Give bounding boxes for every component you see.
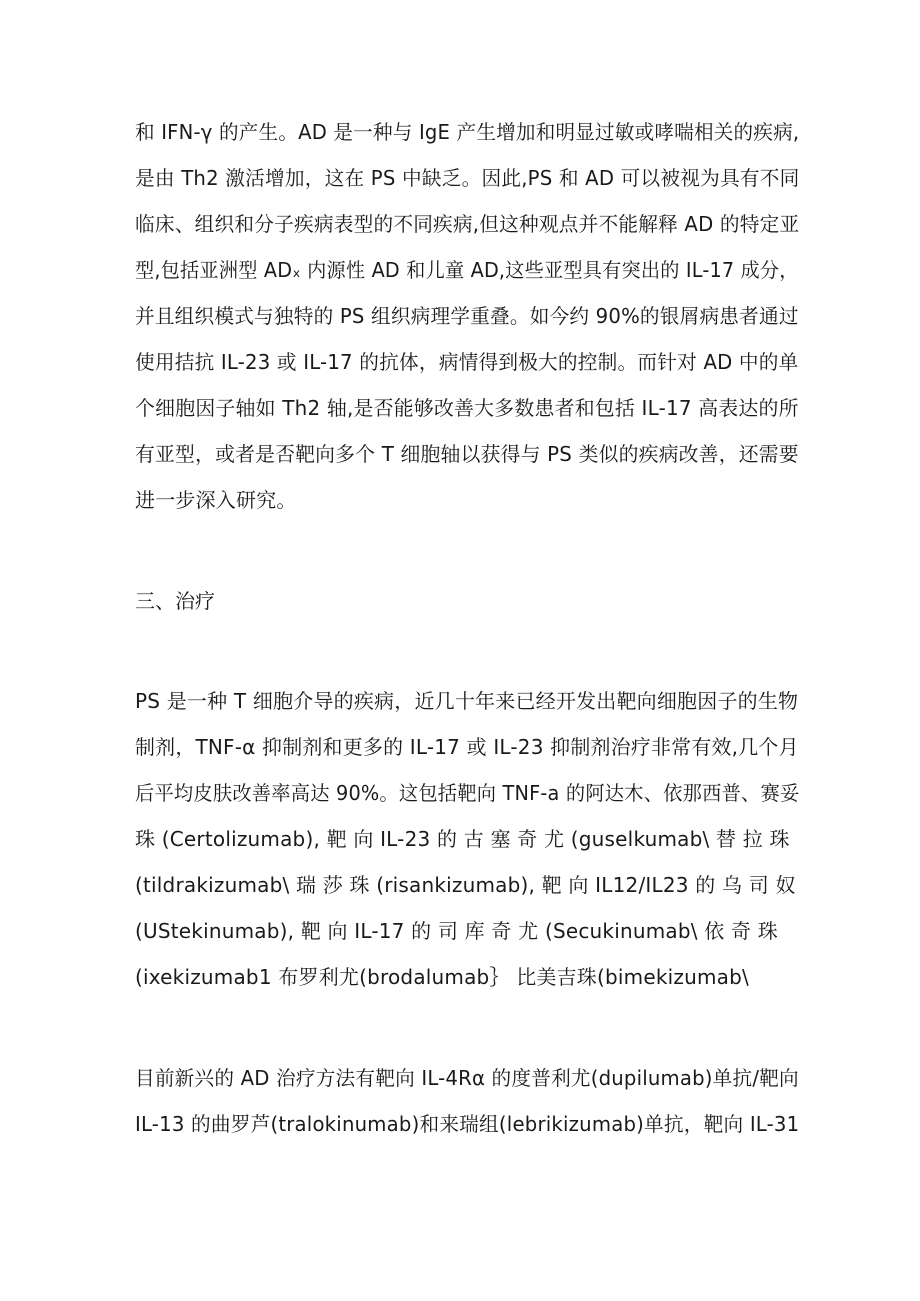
paragraph-2-line: (UStekinumab), 靶 向 IL-17 的 司 库 奇 尤 (Secukinumab\ 依 奇 珠: [135, 919, 778, 943]
paragraph-2-line: 后平均皮肤改善率高达 90%。这包括靶向 TNF-a 的阿达木、依那西普、赛妥: [135, 781, 800, 805]
paragraph-1-line: 进一步深入研究。: [135, 488, 297, 512]
paragraph-1-line: 和 IFN-γ 的产生。AD 是一种与 IgE 产生增加和明显过敏或哮喘相关的疾病,: [135, 120, 800, 144]
paragraph-1-line: 临床、组织和分子疾病表型的不同疾病,但这种观点并不能解释 AD 的特定亚: [135, 212, 800, 236]
paragraph-3-line: 目前新兴的 AD 治疗方法有靶向 IL-4Rα 的度普利尤(dupilumab)单抗/靶向: [135, 1066, 799, 1090]
paragraph-2-line: (tildrakizumab\ 瑞 莎 珠 (risankizumab), 靶 向 IL12/IL23 的 乌 司 奴: [135, 873, 796, 897]
paragraph-2-line: (ixekizumab1 布罗利尤(brodalumab｝ 比美吉珠(bimekizumab\: [135, 965, 749, 989]
paragraph-2-line: PS 是一种 T 细胞介导的疾病，近几十年来已经开发出靶向细胞因子的生物: [135, 689, 799, 713]
paragraph-1-line: 使用拮抗 IL-23 或 IL-17 的抗体，病情得到极大的控制。而针对 AD 中的单: [135, 350, 799, 374]
paragraph-1-line: 有亚型，或者是否靶向多个 T 细胞轴以获得与 PS 类似的疾病改善，还需要: [135, 442, 799, 466]
paragraph-3-line: IL-13 的曲罗芦(tralokinumab)和来瑞组(lebrikizumab)单抗，靶向 IL-31: [135, 1112, 800, 1136]
paragraph-2-line: 珠 (Certolizumab), 靶 向 IL-23 的 古 塞 奇 尤 (guselkumab\ 替 拉 珠: [135, 827, 790, 851]
paragraph-1-line: 个细胞因子轴如 Th2 轴,是否能够改善大多数患者和包括 IL-17 高表达的所: [135, 396, 799, 420]
paragraph-1-line: 是由 Th2 激活增加，这在 PS 中缺乏。因此,PS 和 AD 可以被视为具有不同: [135, 166, 800, 190]
paragraph-1-line: 型,包括亚洲型 ADₓ 内源性 AD 和儿童 AD,这些亚型具有突出的 IL-17 成分，: [135, 258, 799, 282]
paragraph-2-line: 制剂，TNF-α 抑制剂和更多的 IL-17 或 IL-23 抑制剂治疗非常有效,几个月: [135, 735, 799, 759]
paragraph-1-line: 并且组织模式与独特的 PS 组织病理学重叠。如今约 90%的银屑病患者通过: [135, 304, 799, 328]
section-heading: 三、治疗: [135, 589, 215, 613]
